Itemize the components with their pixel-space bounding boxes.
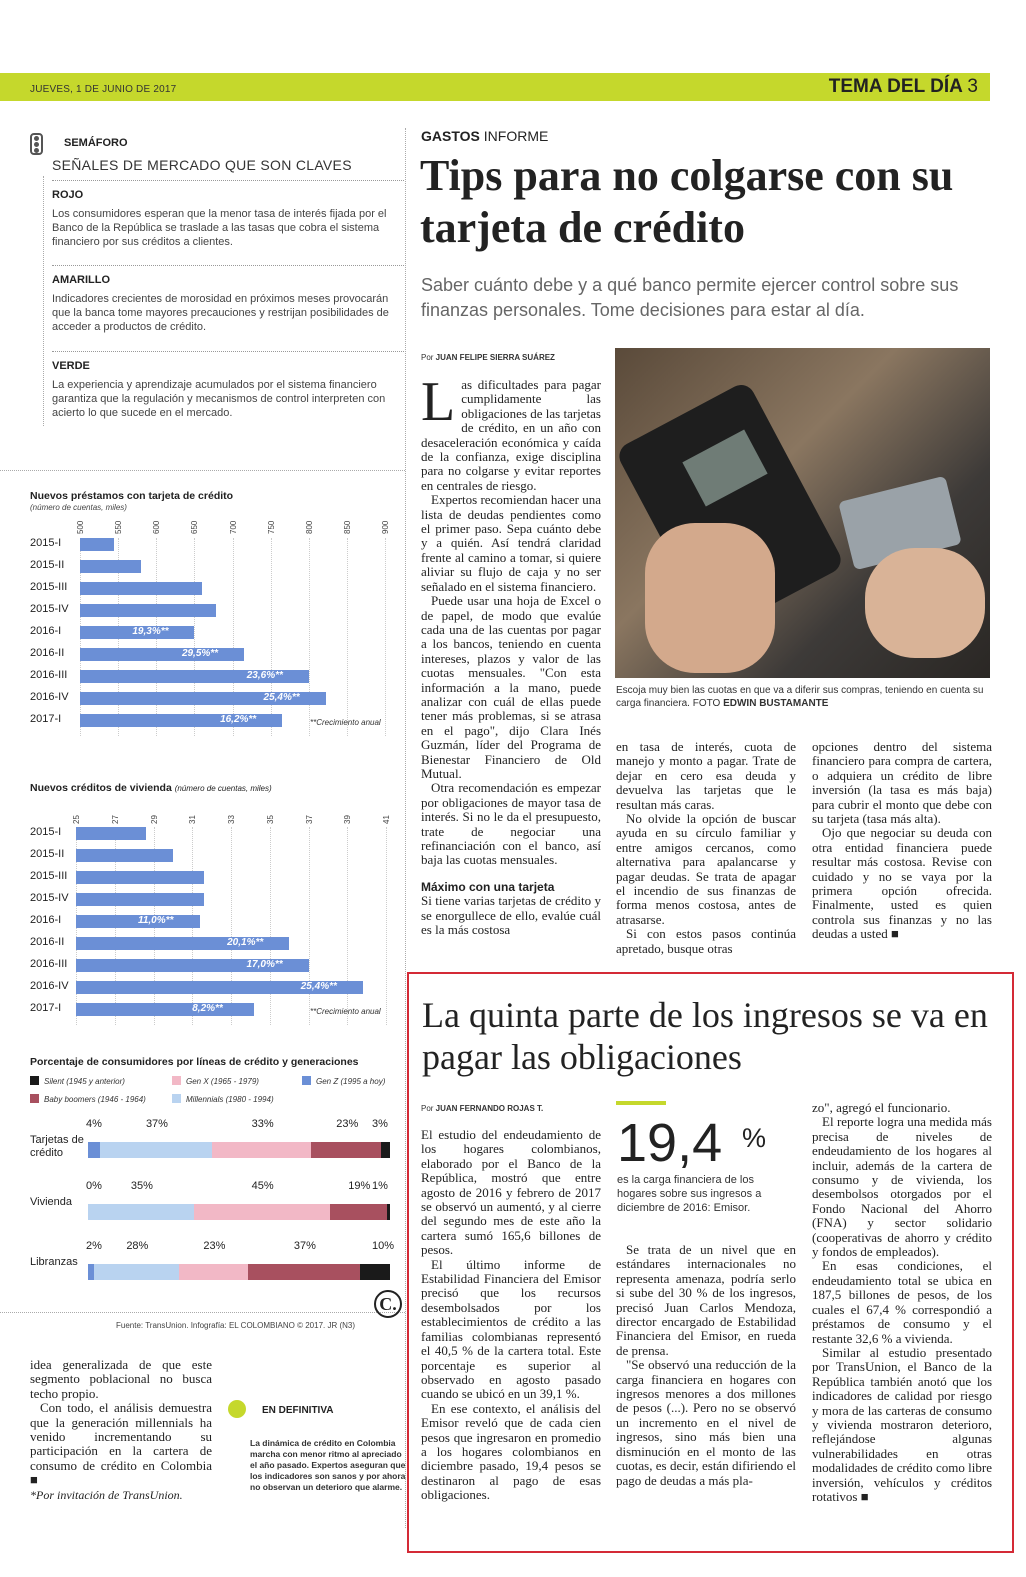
bar <box>80 538 114 551</box>
box-column-1 <box>421 1128 601 1503</box>
photo-caption <box>616 684 988 710</box>
stack-segment <box>88 1142 100 1158</box>
paragraph: El reporte logra una medida más precisa de niveles de endeudamiento de los hogares al incluir, además de la cartera de consumo y de vivienda, los desembolsos otorgados por el Fondo Nacional del Ahorro (FNA) y sector solidario (cooperativas de ahorro y crédito y fondos de empleados). <box>812 1114 992 1260</box>
paragraph: Expertos recomiendan hacer una lista de deudas pendientes como el primer paso. Sepa cuánto debe y a quién. Así tendrá claridad frente al camino a tomar, si quiere aliviar su flujo de caja y no ser señalado en el sistema financiero. <box>421 492 602 594</box>
semaforo-item-text: Los consumidores esperan que la menor tasa de interés fijada por el Banco de la República se traslade a las tasas que cobra el sistema financiero por sus créditos a clientes. <box>52 208 387 248</box>
axis-tick-label: 41 <box>382 815 391 824</box>
gridline <box>231 827 232 1025</box>
axis-tick-label: 850 <box>342 520 352 534</box>
paragraph: El último informe de Estabilidad Financiera del Emisor precisó que los recursos desembolsados por los establecimientos de crédito a las familias colombianas representó el 40,5 % de la cartera total. Este porcentaje es superior al observado en agosto pasado cuando se ubicó en un 39,1 %. <box>421 1256 601 1402</box>
bar <box>76 1003 254 1016</box>
author-note: *Por invitación de TransUnion. <box>30 1487 183 1502</box>
bar-label: 25,4%** <box>263 692 300 703</box>
bar-label: 20,1%** <box>227 937 264 948</box>
value-label: 37% <box>145 1118 168 1130</box>
category-label: 2016-II <box>30 647 65 659</box>
byline-author: JUAN FERNANDO ROJAS T. <box>435 1104 544 1113</box>
stacked-bar <box>88 1142 390 1158</box>
chart-note: **Crecimiento anual <box>310 718 381 727</box>
axis-tick-label: 500 <box>76 520 85 534</box>
paragraph: Otra recomendación es empezar por obligaciones de mayor tasa de interés. Si no le da el presupuesto, trate de negociar una refinanciación con el banco, así baja las cuotas mensuales. <box>421 780 601 868</box>
section-divider <box>0 1312 405 1313</box>
semaforo-item-verde <box>52 351 404 420</box>
bar <box>80 560 141 573</box>
article-kicker <box>421 128 548 144</box>
stack-segment <box>94 1264 179 1280</box>
paragraph: Puede usar una hoja de Excel o de papel, de modo que evalúe cada una de las cuentas por pagar a los bancos, teniendo en cuenta intereses, plazos y valor de las cuotas mensuales. "Con esta información a la mano, puede analizar con cuál de ellas puede tener más problemas, si se atrasa en el pago", dijo Clara Inés Guzmán, líder del Programa de Bienestar Financiero de Old Mutual. <box>421 593 601 781</box>
gridline <box>233 538 234 736</box>
chart-title <box>30 782 272 794</box>
stack-segment <box>387 1204 390 1220</box>
bar-label: 29,5%** <box>181 648 219 659</box>
paragraph: Si con estos pasos continúa apretado, busque otras <box>616 926 796 956</box>
category-label: 2015-II <box>30 559 65 571</box>
traffic-light-icon <box>30 133 43 155</box>
bar-label: 25,4%** <box>300 981 337 992</box>
bar <box>80 648 244 661</box>
axis-tick-label: 33 <box>227 815 236 824</box>
row-label: Libranzas <box>30 1256 78 1268</box>
category-label: 2016-IV <box>30 980 69 992</box>
paragraph: No olvide la opción de buscar ayuda en su círculo familiar y entre amigos cercanos, como alternativa para apalancarse y pagar deudas. Se trata de apagar el incendio de sus finanzas de forma menos costosa, antes de atrasarse. <box>616 811 796 927</box>
paragraph: zo", agregó el funcionario. <box>812 1100 951 1115</box>
gridline <box>347 827 348 1025</box>
paragraph: as dificultades para pagar cumplidamente las obligaciones de las tarjetas de crédito, en un año con desaceleración económica y caída de la confianza, exige disciplina para no colgarse y evitar reportes en centrales de riesgo. <box>421 377 601 493</box>
semaforo-item-rojo <box>52 180 404 249</box>
semaforo-rule <box>43 176 44 426</box>
chart-subtitle: (número de cuentas, miles) <box>30 503 127 512</box>
paragraph: En esas condiciones, el endeudamiento total se ubica en 187,5 billones de pesos, de los cuales el 67,4 % correspondió a préstamos de consumo y el restante 32,6 % a vivienda. <box>812 1258 992 1346</box>
value-label: 3% <box>372 1118 388 1130</box>
axis-tick-label: 29 <box>149 815 159 824</box>
legend-item <box>30 1076 125 1086</box>
value-label: 45% <box>251 1180 274 1192</box>
axis-tick-label: 31 <box>188 815 198 824</box>
article-column-2 <box>616 740 796 956</box>
photo-credit: EDWIN BUSTAMANTE <box>723 698 829 709</box>
paragraph: Si tiene varias tarjetas de crédito y se enorgullece de ello, evalúe cuál es la más costosa <box>421 893 601 938</box>
value-label: 28% <box>126 1240 149 1252</box>
stack-segment <box>330 1204 387 1220</box>
value-label: 37% <box>293 1240 316 1252</box>
stack-segment <box>179 1264 248 1280</box>
value-label: 23% <box>336 1118 359 1130</box>
axis-tick-label: 25 <box>72 815 81 824</box>
semaforo-title: SEÑALES DE MERCADO QUE SON CLAVES <box>52 157 352 173</box>
semaforo-item-head: AMARILLO <box>52 274 111 286</box>
box-headline: La quinta parte de los ingresos se va en pagar las obligaciones <box>422 995 988 1077</box>
semaforo-item-amarillo <box>52 265 404 334</box>
paragraph: Se trata de un nivel que en estándares internacionales no representa amenaza, podría serlo si sube del 30 % de los ingresos, precisó Juan Carlos Mendoza, director encargado de Estabilidad Financiera del Emisor, en rueda de prensa. <box>616 1242 796 1358</box>
paragraph: opciones dentro del sistema financiero para compra de cartera, o adquiera un crédito de libre inversión (la tasa es más baja) para cubrir el monto que debe con su tarjeta (tasa más alta). <box>812 739 992 827</box>
section-name: TEMA DEL DÍA <box>828 76 963 97</box>
dropcap: L <box>421 371 456 433</box>
kicker-bold: GASTOS <box>421 128 480 144</box>
axis-tick-label: 27 <box>110 815 120 824</box>
value-label: 4% <box>86 1118 102 1130</box>
axis-tick-label: 600 <box>152 520 162 534</box>
semaforo-item-text: Indicadores crecientes de morosidad en próximos meses provocarán que la banca tome mayores precauciones y restrijan posibilidades de acceder a productos de crédito. <box>52 293 389 333</box>
article-photo <box>615 348 990 678</box>
legend-swatch <box>30 1076 39 1085</box>
axis-tick-label: 39 <box>343 815 353 824</box>
bar-label: 16,2%** <box>220 714 257 725</box>
semaforo-item-head: ROJO <box>52 189 84 201</box>
chart-generaciones <box>0 1052 405 1292</box>
axis-tick-label: 700 <box>228 520 238 534</box>
paragraph: idea generalizada de que este segmento poblacional no busca techo propio. <box>30 1357 212 1401</box>
fact-rule <box>616 1101 666 1105</box>
semaforo-kicker: SEMÁFORO <box>64 137 128 149</box>
definitiva-text: La dinámica de crédito en Colombia marcha con menor ritmo al apreciado el año pasado. Expertos aseguran que los indicadores son sanos y por ahora no observan un deterioro que alarme. <box>250 1438 406 1492</box>
section-divider <box>0 470 405 471</box>
legend-label: Millennials (1980 - 1994) <box>186 1095 274 1104</box>
section-title <box>829 76 978 98</box>
chart-title: Porcentaje de consumidores por líneas de crédito y generaciones <box>30 1056 359 1068</box>
column-rule <box>405 128 406 1528</box>
gridline <box>385 538 386 736</box>
legend-label: Baby boomers (1946 - 1964) <box>44 1095 146 1104</box>
category-label: 2016-IV <box>30 691 69 703</box>
caption-text: Escoja muy bien las cuotas en que va a diferir sus compras, teniendo en cuenta su carga financiera. FOTO <box>616 685 984 709</box>
axis-tick-label: 800 <box>304 520 314 534</box>
category-label: 2015-III <box>30 870 68 882</box>
bar <box>80 604 216 617</box>
bar-label: 23,6%** <box>246 670 283 681</box>
paragraph: "Se observó una reducción de la carga financiera en hogares con ingresos menores a dos millones de pesos (...). Pero no se observó un incremento en el nivel de ingresos, sino más bien una disminución en el monto de las cuotas, es decir, están difiriendo el pago de deudas a más pla- <box>616 1357 796 1488</box>
chart-title-text: Nuevos créditos de vivienda <box>30 782 172 794</box>
category-label: 2016-II <box>30 936 65 948</box>
box-column-2 <box>616 1243 796 1488</box>
legend-item <box>30 1094 146 1104</box>
gridline <box>271 538 272 736</box>
stacked-bar <box>88 1264 390 1280</box>
value-label: 2% <box>86 1240 102 1252</box>
category-label: 2017-I <box>30 1002 62 1014</box>
value-label: 23% <box>203 1240 226 1252</box>
fact-percent: % <box>742 1123 767 1153</box>
legend-label: Gen Z (1995 a hoy) <box>316 1077 386 1086</box>
axis-tick-label: 37 <box>304 815 314 824</box>
stack-segment <box>360 1264 390 1280</box>
category-label: 2015-IV <box>30 892 69 904</box>
definitiva-icon <box>228 1400 246 1418</box>
value-label: 33% <box>251 1118 274 1130</box>
kicker-rest: INFORME <box>479 128 549 144</box>
category-label: 2016-I <box>30 625 62 637</box>
article-headline: Tips para no colgarse con su tarjeta de crédito <box>420 151 954 252</box>
article-column-3 <box>812 740 992 942</box>
gridline <box>309 538 310 736</box>
stack-segment <box>88 1204 194 1220</box>
paragraph: Similar al estudio presentado por TransUnion, el Banco de la República también anotó que los indicadores de calidad por riesgo y mora de las carteras de consumo y vivienda mostraron deterioro, reflejándose algunas vulnerabilidades en otras modalidades de crédito como libre inversión, vehículos y créditos rotativos ■ <box>812 1344 992 1504</box>
category-label: 2016-III <box>30 669 68 681</box>
gridline <box>386 827 387 1025</box>
stack-segment <box>381 1142 390 1158</box>
legend-swatch <box>30 1094 39 1103</box>
axis-tick-label: 750 <box>266 520 276 534</box>
stack-segment <box>194 1204 330 1220</box>
paragraph: en tasa de interés, cuota de manejo y monto a pagar. Trate de dejar en cero esa deuda y devuelva las tarjetas que le resultan más caras. <box>616 739 796 812</box>
chart-subtitle: (número de cuentas, miles) <box>174 784 272 793</box>
article-byline <box>421 353 555 362</box>
legend-swatch <box>172 1094 181 1103</box>
chart-note: **Crecimiento anual <box>310 1007 381 1016</box>
bar <box>80 582 202 595</box>
byline-prefix: Por <box>421 1104 436 1113</box>
stack-segment <box>248 1264 360 1280</box>
definitiva-head: EN DEFINITIVA <box>262 1405 334 1416</box>
axis-tick-label: 900 <box>381 520 390 534</box>
gridline <box>309 827 310 1025</box>
box-byline <box>421 1104 543 1113</box>
axis-tick-label: 650 <box>190 520 200 534</box>
subhead: Máximo con una tarjeta <box>421 879 555 894</box>
category-label: 2015-II <box>30 848 65 860</box>
semaforo-item-text: La experiencia y aprendizaje acumulados por el sistema financiero garantiza que la regulación y mecanismos de control interpreten con acierto lo que sucede en el mercado. <box>52 379 386 419</box>
paragraph: Con todo, el análisis demuestra que la generación millennials ha venido incrementando su participación en la cartera de consumo de crédito en Colombia ■ <box>30 1400 212 1488</box>
article-column-1 <box>421 371 602 938</box>
value-label: 10% <box>372 1240 395 1252</box>
bar-label: 11,0%** <box>138 915 174 926</box>
value-label: 1% <box>372 1180 388 1192</box>
bar-label: 8,2%** <box>192 1003 223 1014</box>
chart-vivienda <box>0 780 405 1035</box>
paragraph: En ese contexto, el análisis del Emisor reveló que de cada cien pesos que ingresaron en promedio a los hogares colombianos en diciembre pasado, 19,4 pesos se destinaron al pago de esas obligaciones. <box>421 1400 601 1503</box>
row-label: Vivienda <box>30 1196 72 1208</box>
category-label: 2017-I <box>30 713 62 725</box>
value-label: 35% <box>130 1180 153 1192</box>
legend-label: Gen X (1965 - 1979) <box>186 1077 259 1086</box>
page-number: 3 <box>967 76 978 97</box>
chart-source: Fuente: TransUnion. Infografía: EL COLOMBIANO © 2017. JR (N3) <box>116 1321 356 1330</box>
bar-label: 19,3%** <box>132 626 169 637</box>
stack-segment <box>311 1142 380 1158</box>
hand <box>865 548 985 658</box>
stack-segment <box>100 1142 212 1158</box>
bar <box>76 893 204 906</box>
continued-text <box>30 1358 212 1502</box>
bar <box>76 827 146 840</box>
legend-item <box>302 1076 385 1086</box>
el-colombiano-logo: C. <box>374 1290 402 1318</box>
stack-segment <box>212 1142 312 1158</box>
hand <box>645 523 775 673</box>
category-label: 2016-I <box>30 914 62 926</box>
category-label: 2015-IV <box>30 603 69 615</box>
legend-item <box>172 1076 259 1086</box>
article-deck: Saber cuánto debe y a qué banco permite ejercer control sobre sus finanzas personales. Tome decisiones para estar al día. <box>421 275 959 320</box>
fact-number: 19,4 <box>617 1113 723 1173</box>
category-label: 2015-I <box>30 826 62 838</box>
bar-label: 17,0%** <box>246 959 283 970</box>
byline-prefix: Por <box>421 353 436 362</box>
value-label: 0% <box>86 1180 102 1192</box>
stacked-bar <box>88 1204 390 1220</box>
gridline <box>347 538 348 736</box>
issue-date: JUEVES, 1 DE JUNIO DE 2017 <box>30 84 177 95</box>
category-label: 2015-III <box>30 581 68 593</box>
legend-item <box>172 1094 274 1104</box>
chart-tarjetas <box>0 488 405 743</box>
axis-tick-label: 35 <box>265 815 275 824</box>
chart-title: Nuevos préstamos con tarjeta de crédito <box>30 490 234 502</box>
bar <box>76 871 204 884</box>
category-label: 2016-III <box>30 958 68 970</box>
gridline <box>194 538 195 736</box>
box-column-3 <box>812 1101 992 1504</box>
gridline <box>270 827 271 1025</box>
bar <box>76 849 173 862</box>
category-label: 2015-I <box>30 537 62 549</box>
legend-swatch <box>172 1076 181 1085</box>
axis-tick-label: 550 <box>114 520 124 534</box>
byline-author: JUAN FELIPE SIERRA SUÁREZ <box>435 353 555 362</box>
paragraph: Ojo que negociar su deuda con otra entidad financiera puede resultar más costosa. Revise con cuidado y no se vaya por la primera opción ofrecida. Finalmente, usted es quien controla sus finanzas y no las deudas a usted ■ <box>812 825 992 942</box>
paragraph: El estudio del endeudamiento de los hogares colombianos, elaborado por el Banco de la República, mostró que entre agosto de 2016 y febrero de 2017 se observó un aumentó, y al cierre del segundo mes de este año la cartera sumó 165,6 billones de pesos. <box>421 1127 601 1258</box>
fact-text: es la carga financiera de los hogares sobre sus ingresos a diciembre de 2016: Emisor. <box>617 1174 762 1214</box>
legend-label: Silent (1945 y anterior) <box>44 1077 125 1086</box>
row-label: Tarjetas de crédito <box>30 1134 84 1159</box>
legend-swatch <box>302 1076 311 1085</box>
value-label: 19% <box>348 1180 371 1192</box>
semaforo-item-head: VERDE <box>52 360 90 372</box>
